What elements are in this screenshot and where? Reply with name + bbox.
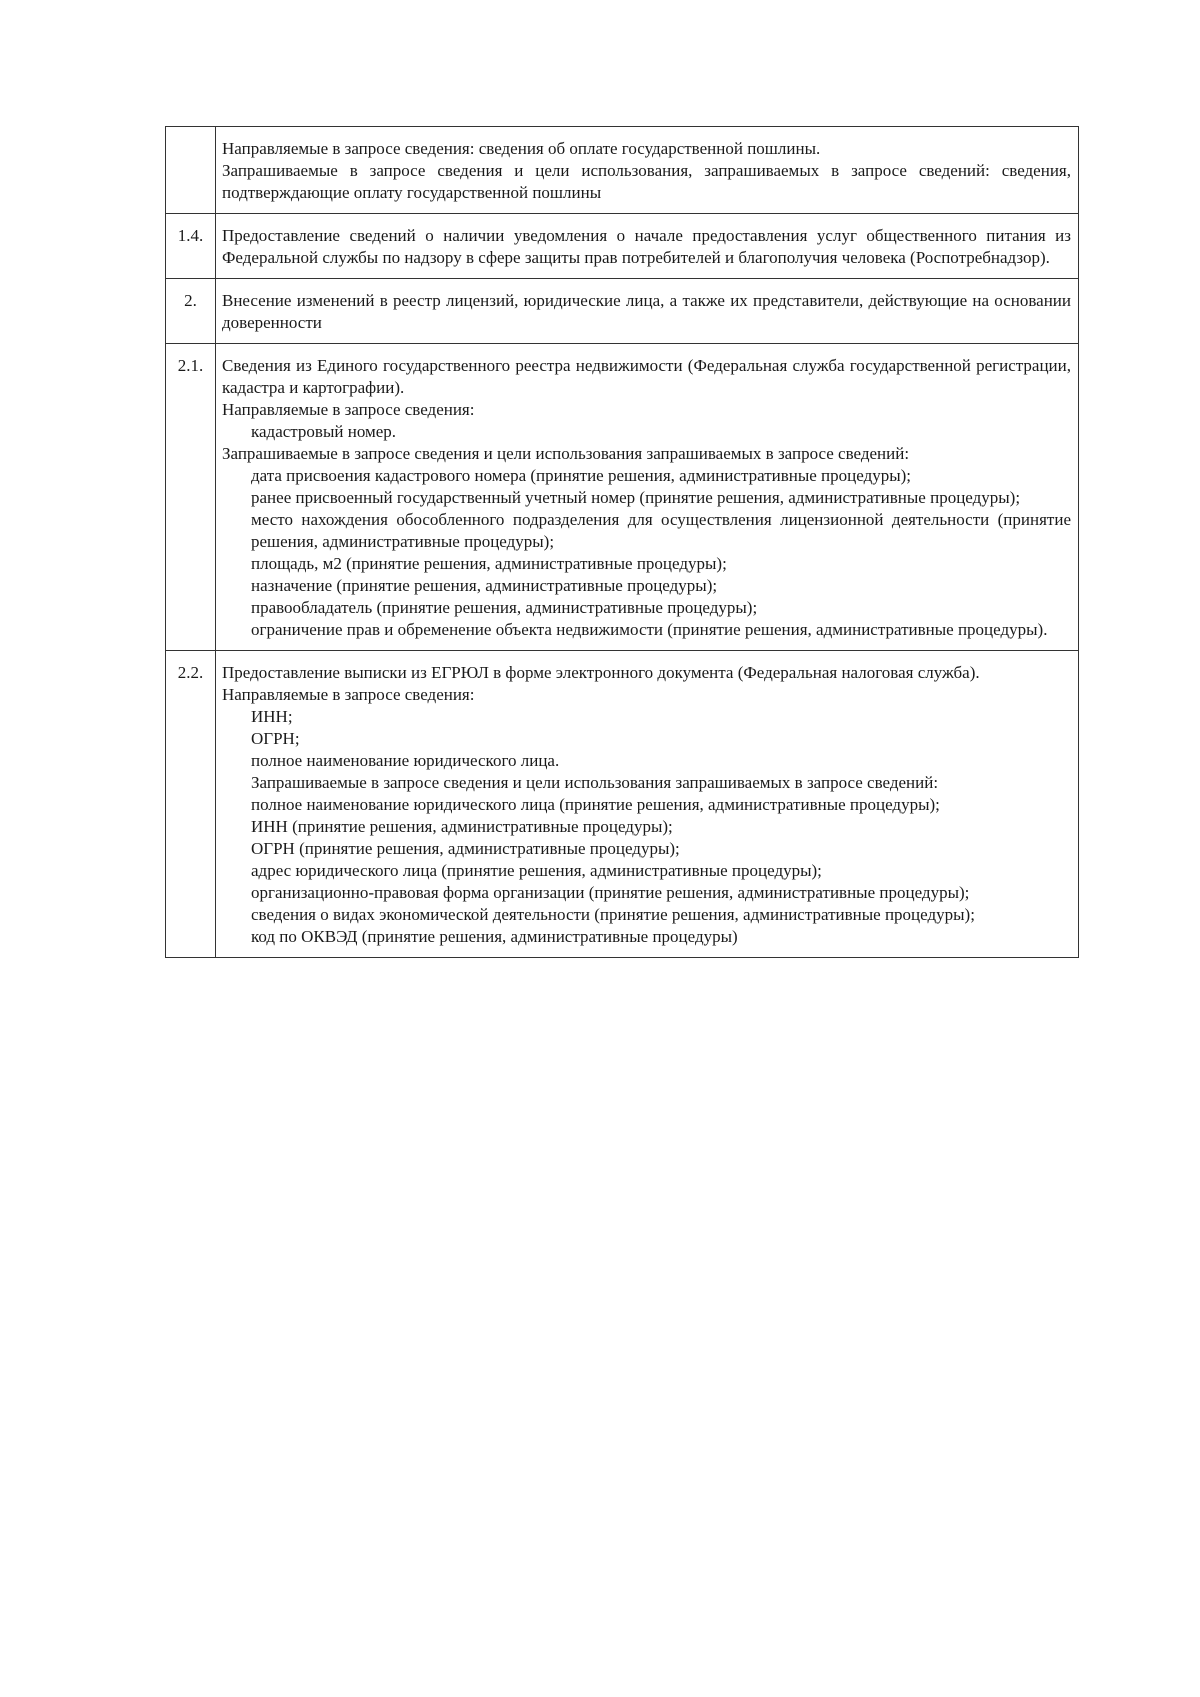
text-line: Сведения из Единого государственного реестра недвижимости (Федеральная служба государственной регистрации, кадастра и картографии).	[222, 356, 1071, 397]
table-row	[166, 651, 1079, 958]
text-line: организационно-правовая форма организации (принятие решения, административные процедуры);	[251, 883, 970, 902]
row-content	[216, 214, 1079, 279]
text-line: площадь, м2 (принятие решения, административные процедуры);	[251, 554, 727, 573]
row-number: 2.1.	[166, 344, 216, 651]
row-content	[216, 279, 1079, 344]
row-number: 1.4.	[166, 214, 216, 279]
text-line: правообладатель (принятие решения, административные процедуры);	[251, 598, 758, 617]
text-line: Запрашиваемые в запросе сведения и цели использования запрашиваемых в запросе сведений:	[222, 444, 910, 463]
text-line: Запрашиваемые в запросе сведения и цели использования, запрашиваемых в запросе сведений: сведения, подтверждающие оплату государственной пошлины	[222, 161, 1071, 202]
text-line: ранее присвоенный государственный учетный номер (принятие решения, административные процедуры);	[251, 488, 1021, 507]
text-line: код по ОКВЭД (принятие решения, административные процедуры)	[251, 927, 738, 946]
text-line: Предоставление сведений о наличии уведомления о начале предоставления услуг общественного питания из Федеральной службы по надзору в сфере защиты прав потребителей и благополучия человека (Роспотребнадзор).	[222, 226, 1071, 267]
row-number: 2.	[166, 279, 216, 344]
text-line: ограничение прав и обременение объекта недвижимости (принятие решения, административные процедуры).	[251, 620, 1048, 639]
text-line: адрес юридического лица (принятие решения, административные процедуры);	[251, 861, 822, 880]
text-line: Внесение изменений в реестр лицензий, юридические лица, а также их представители, действующие на основании доверенности	[222, 291, 1071, 332]
text-line: Предоставление выписки из ЕГРЮЛ в форме электронного документа (Федеральная налоговая служба).	[222, 663, 980, 682]
text-line: полное наименование юридического лица (принятие решения, административные процедуры);	[251, 795, 940, 814]
text-line: Запрашиваемые в запросе сведения и цели использования запрашиваемых в запросе сведений:	[251, 773, 939, 792]
text-line: полное наименование юридического лица.	[251, 751, 560, 770]
row-number	[166, 127, 216, 214]
row-content	[216, 127, 1079, 214]
text-line: место нахождения обособленного подразделения для осуществления лицензионной деятельности (принятие решения, административные процедуры);	[251, 510, 1071, 551]
requests-table	[165, 126, 1079, 958]
table-row	[166, 214, 1079, 279]
row-number: 2.2.	[166, 651, 216, 958]
text-line: ИНН (принятие решения, административные процедуры);	[251, 817, 673, 836]
text-line: Направляемые в запросе сведения:	[222, 400, 475, 419]
table-row	[166, 127, 1079, 214]
text-line: кадастровый номер.	[251, 422, 397, 441]
table-row	[166, 279, 1079, 344]
text-line: дата присвоения кадастрового номера (принятие решения, административные процедуры);	[251, 466, 912, 485]
text-line: ИНН;	[251, 707, 293, 726]
text-line: Направляемые в запросе сведения:	[222, 685, 475, 704]
text-line: назначение (принятие решения, административные процедуры);	[251, 576, 718, 595]
text-line: ОГРН (принятие решения, административные процедуры);	[251, 839, 680, 858]
row-content	[216, 344, 1079, 651]
table-row	[166, 344, 1079, 651]
row-content	[216, 651, 1079, 958]
text-line: ОГРН;	[251, 729, 300, 748]
text-line: сведения о видах экономической деятельности (принятие решения, административные процедуры);	[251, 905, 975, 924]
text-line: Направляемые в запросе сведения: сведения об оплате государственной пошлины.	[222, 139, 821, 158]
